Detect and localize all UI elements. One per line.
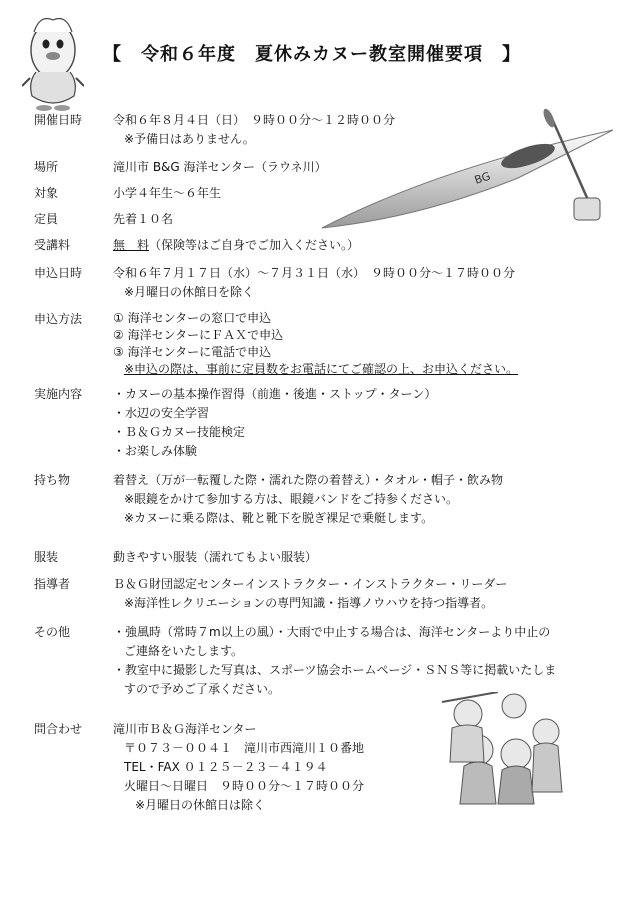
contact-phone: TEL・FAX ０１２５－２３－４１９４ bbox=[124, 760, 328, 774]
contact-name: 滝川市Ｂ＆Ｇ海洋センター bbox=[113, 722, 257, 736]
label-items: 持ち物 bbox=[34, 473, 71, 487]
items-note-2: ※カヌーに乗る際は、靴と靴下を脱ぎ裸足で乗艇します。 bbox=[124, 511, 434, 525]
contact-note: ※月曜日の休館日は除く bbox=[135, 798, 266, 812]
label-date: 開催日時 bbox=[34, 113, 83, 127]
content-line-1: ・カヌーの基本操作習得（前進・後進・ストップ・ターン） bbox=[113, 387, 437, 401]
method-line-1: ① 海洋センターの窓口で申込 bbox=[113, 311, 272, 325]
content-line-2: ・水辺の安全学習 bbox=[113, 406, 210, 420]
fee-free: 無 料 bbox=[113, 238, 150, 252]
items-line-1: 着替え（万が一転覆した際・濡れた際の着替え）・タオル・帽子・飲み物 bbox=[113, 473, 504, 487]
fee-note: （保険等はご自身でご加入ください。） bbox=[149, 238, 360, 252]
target-value: 小学４年生～６年生 bbox=[113, 186, 222, 200]
other-line-3: ・教室中に撮影した写真は、スポーツ協会ホームページ・ＳＮＳ等に掲載いたしま bbox=[113, 663, 557, 677]
content-line-4: ・お楽しみ体験 bbox=[113, 444, 198, 458]
kids-illustration bbox=[438, 692, 568, 812]
other-line-1: ・強風時（常時７m以上の風）・大雨で中止する場合は、海洋センターより中止の bbox=[113, 625, 551, 639]
instructor-line-1: Ｂ＆Ｇ財団認定センターインストラクター・インストラクター・リーダー bbox=[113, 577, 508, 591]
label-target: 対象 bbox=[34, 186, 59, 200]
contact-hours: 火曜日～日曜日 ９時００分～１７時００分 bbox=[124, 779, 365, 793]
label-place: 場所 bbox=[34, 160, 59, 174]
other-line-2: ご連絡をいたします。 bbox=[124, 644, 244, 658]
period-note: ※月曜日の休館日を除く bbox=[124, 285, 255, 299]
period-line-1: 令和６年７月１７日（水）～７月３１日（水） ９時００分～１７時００分 bbox=[113, 266, 516, 280]
instructor-note: ※海洋性レクリエーションの専門知識・指導ノウハウを持つ指導者。 bbox=[124, 596, 494, 610]
items-note-1: ※眼鏡をかけて参加する方は、眼鏡バンドをご持参ください。 bbox=[124, 492, 459, 506]
place-value: 滝川市 B&G 海洋センター（ラウネ川） bbox=[113, 160, 327, 174]
label-method: 申込方法 bbox=[34, 312, 83, 326]
other-line-4: すので予めご了承ください。 bbox=[124, 682, 281, 696]
page-title: 【 令和６年度 夏休みカヌー教室開催要項 】 bbox=[103, 44, 521, 65]
label-instructor: 指導者 bbox=[34, 577, 71, 591]
label-content: 実施内容 bbox=[34, 387, 83, 401]
contact-address: 〒０７３－００４１ 滝川市西滝川１０番地 bbox=[124, 741, 365, 755]
label-contact: 問合わせ bbox=[34, 722, 83, 736]
label-capacity: 定員 bbox=[34, 212, 59, 226]
label-other: その他 bbox=[34, 625, 71, 639]
date-line-1: 令和６年８月４日（日） ９時００分～１２時００分 bbox=[113, 113, 396, 127]
label-fee: 受講料 bbox=[34, 238, 71, 252]
content-line-3: ・Ｂ＆Ｇカヌー技能検定 bbox=[113, 425, 246, 439]
label-period: 申込日時 bbox=[34, 266, 83, 280]
clothing-value: 動きやすい服装（濡れてもよい服装） bbox=[113, 550, 318, 564]
date-note: ※予備日はありません。 bbox=[124, 132, 255, 146]
kayak-mark: BG bbox=[472, 169, 493, 187]
label-clothing: 服装 bbox=[34, 550, 59, 564]
method-line-3: ③ 海洋センターに電話で申込 bbox=[113, 345, 272, 359]
mascot-illustration bbox=[22, 12, 84, 112]
capacity-value: 先着１０名 bbox=[113, 212, 174, 226]
method-line-2: ② 海洋センターにＦＡＸで申込 bbox=[113, 328, 284, 342]
method-note: ※申込の際は、事前に定員数をお電話にてご確認の上、お申込ください。 bbox=[124, 362, 519, 376]
